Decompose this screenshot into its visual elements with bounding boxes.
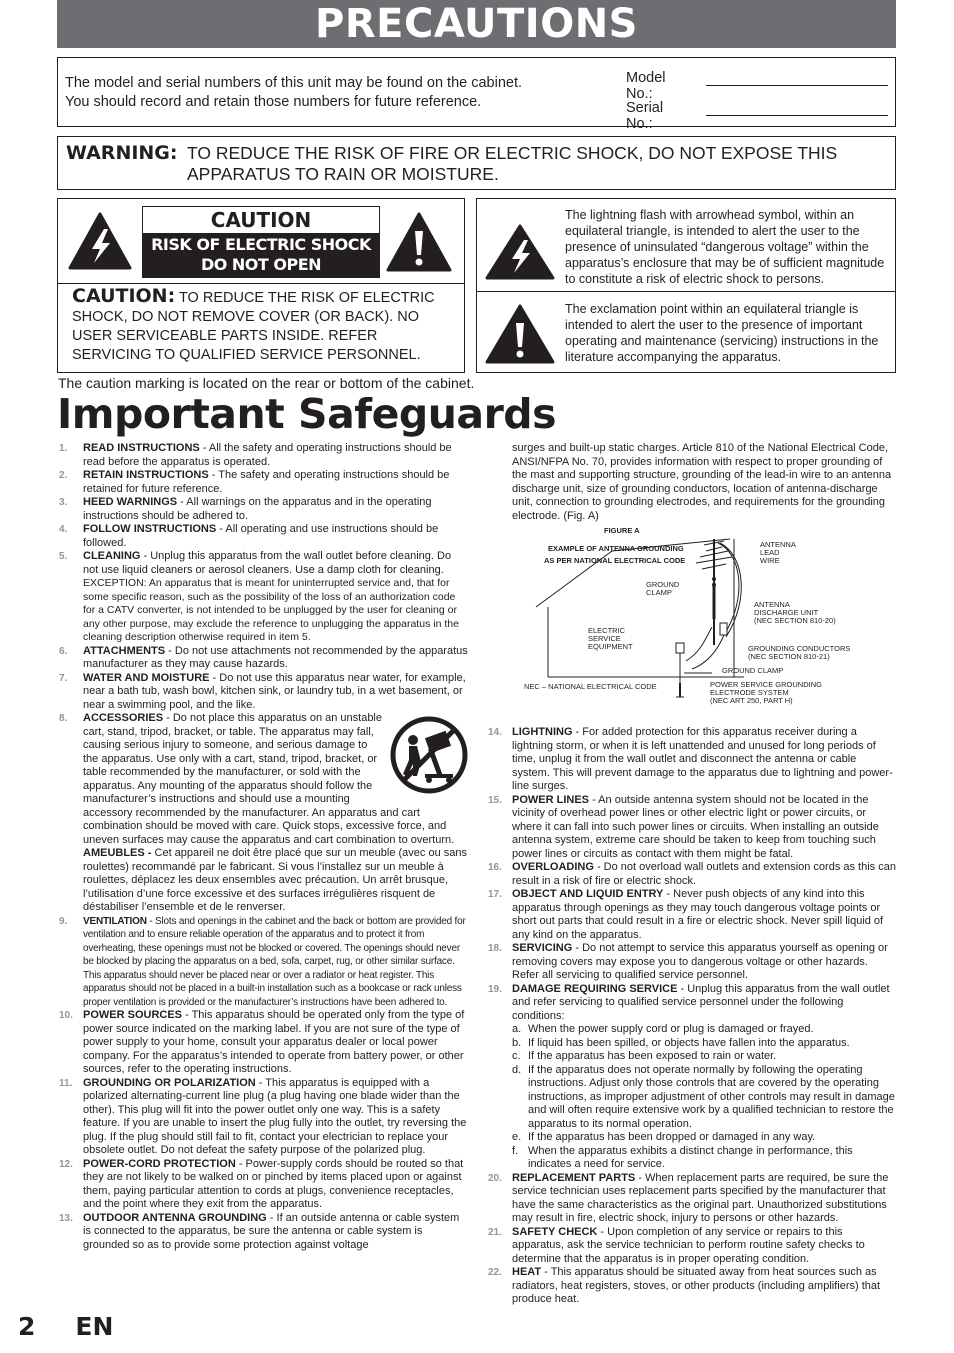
lightning-symbol-description: The lightning flash with arrowhead symbol, within an equilateral triangle, is intended to alert the user to the presence of uninsulated “dangerous voltage” within the apparatus’s enclosure that may be of sufficient magnitude to constitute a risk of electric shock to persons. (565, 208, 885, 286)
sub-item: b. If liquid has been spilled, or objects have fallen into the apparatus. (512, 1036, 850, 1049)
cabinet-note: The caution marking is located on the rear or bottom of the cabinet. (58, 375, 475, 391)
safeguard-item: 16. OVERLOADING - Do not overload wall outlets and extension cords as this can result in a risk of fire or electric shock. (488, 861, 896, 887)
safeguard-item: 17. OBJECT AND LIQUID ENTRY - Never push objects of any kind into this apparatus through openings as they may touch dangerous voltage points or short out parts that could result in a fire or electric shock. Never spill liquid of any kind on the apparatus. (488, 888, 884, 941)
figure-electric-service: ELECTRIC SERVICE EQUIPMENT (588, 626, 633, 651)
caution-sign (142, 206, 380, 278)
figure-discharge-unit: ANTENNA DISCHARGE UNIT (NEC SECTION 810-20) (754, 600, 836, 625)
caution-sign-title: CAUTION (210, 208, 312, 232)
figure-nec-note: NEC – NATIONAL ELECTRICAL CODE (524, 682, 657, 691)
safeguard-item: 5. CLEANING - Unplug this apparatus from the wall outlet before cleaning. Do not use liquid cleaners or aerosol cleaners. Use a damp cloth for cleaning. (59, 550, 452, 576)
serial-number-line (706, 115, 888, 116)
serial-number-box (57, 57, 896, 132)
safeguard-item: 2. RETAIN INSTRUCTIONS - The safety and operating instructions should be retained for future reference. (59, 469, 450, 495)
exclamation-triangle-icon (485, 303, 555, 365)
cleaning-exception: EXCEPTION: An apparatus that is meant for uninterrupted service and, that for some specific reason, such as the possibility of the loss of an authorization code for a CATV converter, is not intended to be unplugged by the user for cleaning or any other purpose, may exclude the reference to unplugging the apparatus in the cleaning description otherwise required in item 5. (83, 577, 459, 643)
safeguard-item: 6. ATTACHMENTS - Do not use attachments not recommended by the apparatus manufacturer as they may cause hazards. (59, 644, 468, 670)
lightning-triangle-icon (485, 223, 555, 281)
model-number-label: Model No.: (626, 70, 666, 102)
symbols-explanation-box (476, 198, 896, 373)
safeguard-item: 10. POWER SOURCES - This apparatus should be operated only from the type of power source indicated on the marking label. If you are not sure of the type of power supply to your home, consult your apparatus dealer or local power company. For the apparatus’s intended to operate from battery power, or other sources, refer to the operating instructions. (59, 1009, 465, 1075)
sub-item: f. When the apparatus exhibits a distinct change in performance, this indicates a need for service. (512, 1144, 853, 1170)
safeguard-item: 7. WATER AND MOISTURE - Do not use this apparatus near water, for example, near a bath tub, wash bowl, kitchen sink, or laundry tub, in a wet basement, or near a swimming pool, and the like. (59, 671, 466, 711)
figure-title: FIGURE A (604, 526, 640, 535)
safeguard-item: 15. POWER LINES - An outside antenna system should not be located in the vicinity of overhead power lines or other electric light or power circuits, or where it can fall into such power lines or circuits. When installing an outside antenna system, extreme care should be taken to keep from touching such power lines or circuits as contact with them might be fatal. (488, 793, 879, 860)
ameubles-note: AMEUBLES - Cet appareil ne doit être placé que sur un meuble (avec ou sans roulettes) recommandé par le fabricant. Si vous l’installez sur un meuble à roulettes, déplacez les deux ensembles avec précaution. Un arrêt brusque, l’utilisation d’une force excessive et des surfaces irrégulières risquent de déstabiliser l’ensemble et de le renverser. (83, 847, 467, 913)
safeguard-item: 20. REPLACEMENT PARTS - When replacement parts are required, be sure the service technician uses replacement parts specified by the manufacturer that have the same characteristics as the original part. Unauthorized substitutions may result in fire, electric shock, injury to persons or other hazards. (488, 1171, 889, 1224)
figure-antenna-lead-wire: ANTENNA LEAD WIRE (760, 540, 796, 565)
page-number: 2 (18, 1312, 36, 1341)
safeguards-left-column (57, 442, 469, 1252)
symbols-divider (477, 291, 895, 292)
safeguard-item: 3. HEED WARNINGS - All warnings on the apparatus and in the operating instructions should be adhered to. (59, 496, 432, 522)
safeguard-item: 8. ACCESSORIES - Do not place this apparatus on an unstable cart, stand, tripod, bracket, or table. The apparatus may fall, causing serious injury to someone, and serious damage to the apparatus. Use only with a cart, stand, tripod, bracket, or table recommended by the manufacturer, or sold with the apparatus. Any mounting of the apparatus should follow the manufacturer’s instructions and should use a mounting accessory recommended by the manufacturer. An apparatus and cart combination should be moved with care. Quick stops, excessive force, and uneven surfaces may cause the apparatus and cart combination to overturn. (57, 712, 469, 847)
safeguard-item: 13. OUTDOOR ANTENNA GROUNDING - If an outside antenna or cable system is connected to the apparatus, be sure the antenna or cable system is grounded so as to provide some protection against voltage (59, 1211, 460, 1251)
cart-tipping-icon (389, 714, 469, 796)
safeguard-item: 4. FOLLOW INSTRUCTIONS - All operating and use instructions should be followed. (59, 523, 439, 549)
safeguard-item: 1. READ INSTRUCTIONS - All the safety and operating instructions should be read before the apparatus is operated. (59, 442, 452, 468)
safeguard-item-13-continued: surges and built-up static charges. Article 810 of the National Electrical Code, ANSI/NFPA No. 70, provides information with respect to proper grounding of the mast and supporting structure, grounding of the lead-in wire to an antenna discharge unit, size of grounding conductors, location of antenna-discharge unit, connection to grounding electrodes, and requirements for the grounding electrode. (Fig. A) (512, 442, 892, 522)
caution-label: CAUTION: (72, 285, 176, 307)
safeguard-item: 21. SAFETY CHECK - Upon completion of any service or repairs to this apparatus, ask the service technician to perform routine safety checks to determine that the apparatus is in proper operating condition. (488, 1225, 865, 1265)
caution-box (57, 198, 465, 373)
figure-ground-clamp-lower: GROUND CLAMP (722, 666, 784, 675)
safeguard-item: 9. VENTILATION - Slots and openings in the cabinet and the back or bottom are provided for ventilation and to ensure reliable operation of the apparatus and to protect it from overheating, these openings must not be blocked or covered. The openings should never be blocked by placing the apparatus on a bed, sofa, carpet, rug, or other similar surface. This apparatus should never be placed near or over a radiator or heat register. This apparatus should not be placed in a built-in installation such as a bookcase or rack unless proper ventilation is provided or the manufacturer’s instructions have been adhered to. (59, 915, 466, 1008)
caution-divider (58, 283, 464, 284)
sub-item: a. When the power supply cord or plug is damaged or frayed. (512, 1023, 814, 1035)
title-bar (57, 0, 896, 48)
page-footer (18, 1312, 113, 1341)
figure-grounding-conductors: GROUNDING CONDUCTORS (NEC SECTION 810-21) (748, 644, 851, 661)
safeguard-item: 14. LIGHTNING - For added protection for this apparatus receiver during a lightning storm, or when it is left unattended and unused for long periods of time, unplug it from the wall outlet and disconnect the antenna or cable system. This will prevent damage to the apparatus due to lightning and power-line surges. (488, 726, 893, 792)
figure-antenna-grounding (486, 527, 896, 723)
safeguard-item: 22. HEAT - This apparatus should be situated away from heat sources such as radiators, heat registers, stoves, or other products (including amplifiers) that produce heat. (488, 1266, 881, 1305)
warning-label: WARNING: (66, 142, 178, 164)
figure-grounding-electrode: POWER SERVICE GROUNDING ELECTRODE SYSTEM (NEC ART 250, PART H) (710, 680, 822, 705)
page-title: PRECAUTIONS (315, 1, 638, 47)
safeguards-right-column (486, 442, 896, 1307)
sub-item: c. If the apparatus has been exposed to rain or water. (512, 1050, 777, 1062)
safeguard-item: 19. DAMAGE REQUIRING SERVICE - Unplug this apparatus from the wall outlet and refer servicing to qualified service personnel under the following conditions: (488, 982, 890, 1022)
caution-text: TO REDUCE THE RISK OF ELECTRIC SHOCK, DO NOT REMOVE COVER (OR BACK). NO USER SERVICEABLE PARTS INSIDE. REFER SERVICING TO QUALIFIED SERVICE PERSONNEL. (72, 290, 435, 363)
caution-note (72, 287, 460, 365)
warning-text: TO REDUCE THE RISK OF FIRE OR ELECTRIC SHOCK, DO NOT EXPOSE THIS APPARATUS TO RAIN OR MOISTURE. (187, 143, 838, 184)
caution-sign-warning: RISK OF ELECTRIC SHOCK DO NOT OPEN (143, 233, 379, 277)
safeguard-item: 11. GROUNDING OR POLARIZATION - This apparatus is equipped with a polarized alternating-current line plug (a plug having one blade wider than the other). This plug will fit into the power outlet only one way. This is a safety feature. If you are unable to insert the plug fully into the outlet, try reversing the plug. If the plug should still fail to fit, contact your electrician to replace your obsolete outlet. Do not defeat the safety purpose of the polarized plug. (59, 1076, 467, 1156)
language-label: EN (75, 1312, 114, 1341)
warning-box (57, 136, 896, 190)
serial-instructions: The model and serial numbers of this unit may be found on the cabinet. You should record and retain those numbers for future reference. (65, 75, 523, 110)
model-number-line (706, 85, 888, 86)
figure-ground-clamp-upper: GROUND CLAMP (646, 580, 680, 597)
sub-item: e. If the apparatus has been dropped or damaged in any way. (512, 1131, 816, 1143)
figure-heading-2: AS PER NATIONAL ELECTRICAL CODE (544, 556, 686, 565)
serial-number-label: Serial No.: (626, 100, 664, 132)
lightning-triangle-icon (68, 211, 132, 271)
safeguard-item: 12. POWER-CORD PROTECTION - Power-supply cords should be routed so that they are not likely to be walked on or pinched by items placed upon or against them, paying particular attention to cords at plugs, convenience receptacles, and the point where they exit from the apparatus. (59, 1157, 464, 1210)
exclamation-symbol-description: The exclamation point within an equilateral triangle is intended to alert the user to the presence of important operating and maintenance (servicing) instructions in the literature accompanying the apparatus. (565, 302, 879, 364)
safeguard-item: 18. SERVICING - Do not attempt to service this apparatus yourself as opening or removing covers may expose you to dangerous voltage or other hazards. Refer all servicing to qualified service personnel. (488, 942, 888, 981)
sub-item: d. If the apparatus does not operate normally by following the operating instructions. Adjust only those controls that are covered by the operating instructions, as improper adjustment of other controls may result in damage and will often require extensive work by a qualified technician to restore the apparatus to its normal operation. (512, 1063, 895, 1130)
figure-heading-1: EXAMPLE OF ANTENNA GROUNDING (548, 544, 684, 553)
exclamation-triangle-icon (386, 211, 452, 273)
safeguards-title: Important Safeguards (57, 390, 557, 438)
